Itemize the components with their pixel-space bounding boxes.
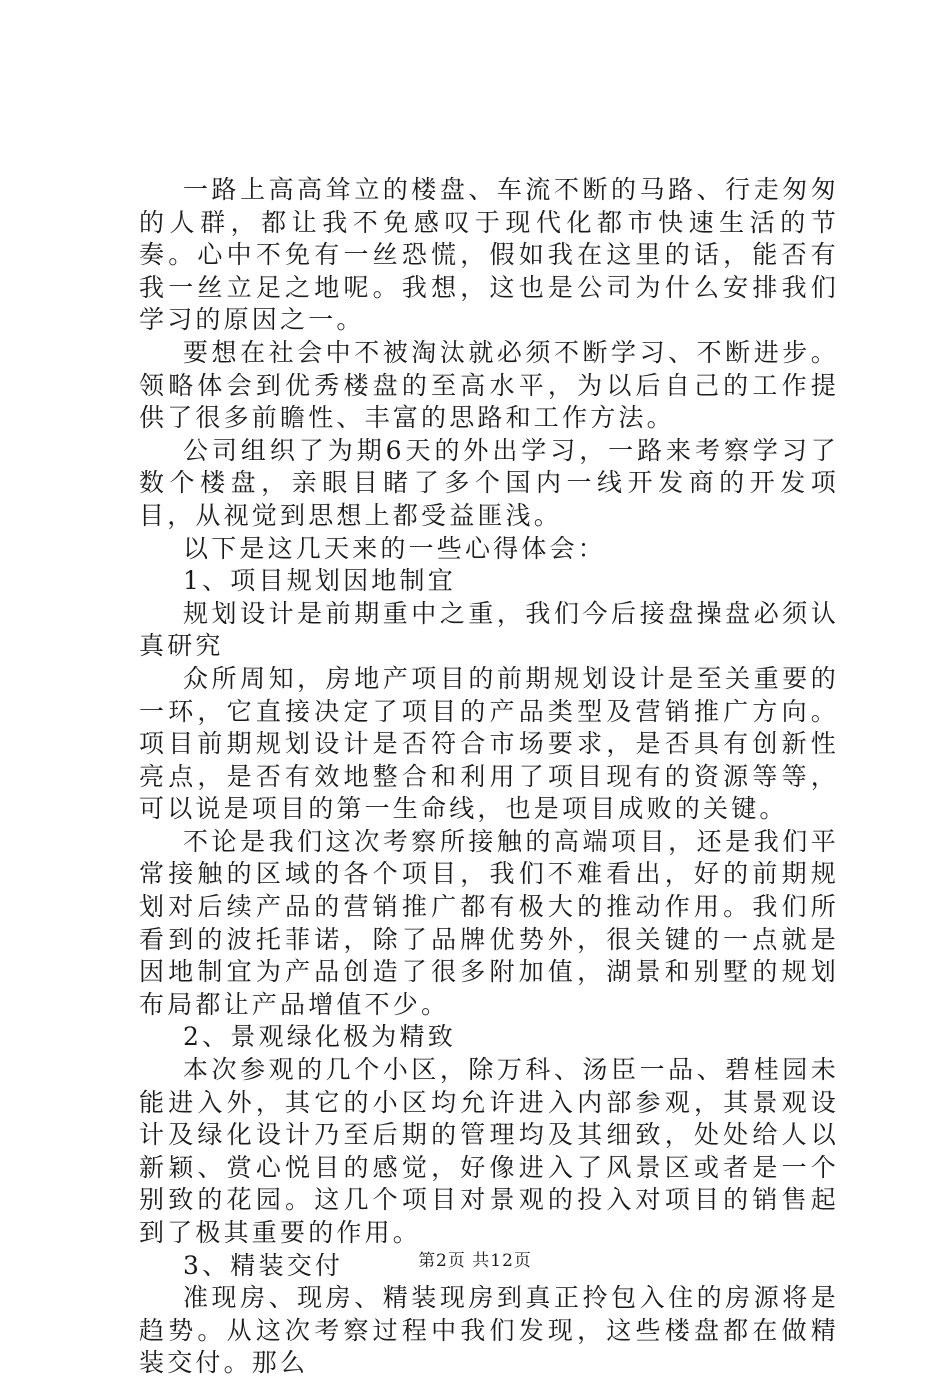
paragraph: 公司组织了为期6天的外出学习，一路来考察学习了数个楼盘，亲眼目睹了多个国内一线开发商的开发项目，从视觉到思想上都受益匪浅。: [139, 435, 839, 530]
paragraph: 一路上高高耸立的楼盘、车流不断的马路、行走匆匆的人群，都让我不免感叹于现代化都市快速生活的节奏。心中不免有一丝恐慌，假如我在这里的话，能否有我一丝立足之地呢。我想，这也是公司为什么安排我们学习的原因之一。: [139, 175, 839, 335]
document-body: [139, 174, 839, 1380]
section-heading: 2、景观绿化极为精致: [183, 1022, 456, 1052]
paragraph: 准现房、现房、精装现房到真正拎包入住的房源将是趋势。从这次考察过程中我们发现，这些楼盘都在做精装交付。那么: [139, 1283, 839, 1378]
paragraph: 众所周知，房地产项目的前期规划设计是至关重要的一环，它直接决定了项目的产品类型及营销推广方向。项目前期规划设计是否符合市场要求，是否具有创新性亮点，是否有效地整合和利用了项目现有的资源等等，可以说是项目的第一生命线，也是项目成败的关键。: [139, 663, 839, 824]
section-heading: 1、项目规划因地制宜: [183, 566, 456, 596]
paragraph: 不论是我们这次考察所接触的高端项目，还是我们平常接触的区域的各个项目，我们不难看出，好的前期规划对后续产品的营销推广都有极大的推动作用。我们所看到的波托菲诺，除了品牌优势外，很关键的一点就是因地制宜为产品创造了很多附加值，湖景和别墅的规划布局都让产品增值不少。: [139, 826, 839, 1019]
section-heading: 3、精装交付: [183, 1250, 344, 1280]
paragraph: 本次参观的几个小区，除万科、汤臣一品、碧桂园未能进入外，其它的小区均允许进入内部参观，其景观设计及绿化设计乃至后期的管理均及其细致，处处给人以新颖、赏心悦目的感觉，好像进入了风景区或者是一个别致的花园。这几个项目对景观的投入对项目的销售起到了极其重要的作用。: [139, 1055, 839, 1247]
paragraph: 以下是这几天来的一些心得体会：: [183, 533, 607, 563]
page-number-footer: 第2页 共12页: [418, 1251, 532, 1271]
paragraph: 规划设计是前期重中之重，我们今后接盘操盘必须认真研究: [139, 598, 839, 661]
paragraph: 要想在社会中不被淘汰就必须不断学习、不断进步。领略体会到优秀楼盘的至高水平，为以后自己的工作提供了很多前瞻性、丰富的思路和工作方法。: [139, 337, 839, 433]
